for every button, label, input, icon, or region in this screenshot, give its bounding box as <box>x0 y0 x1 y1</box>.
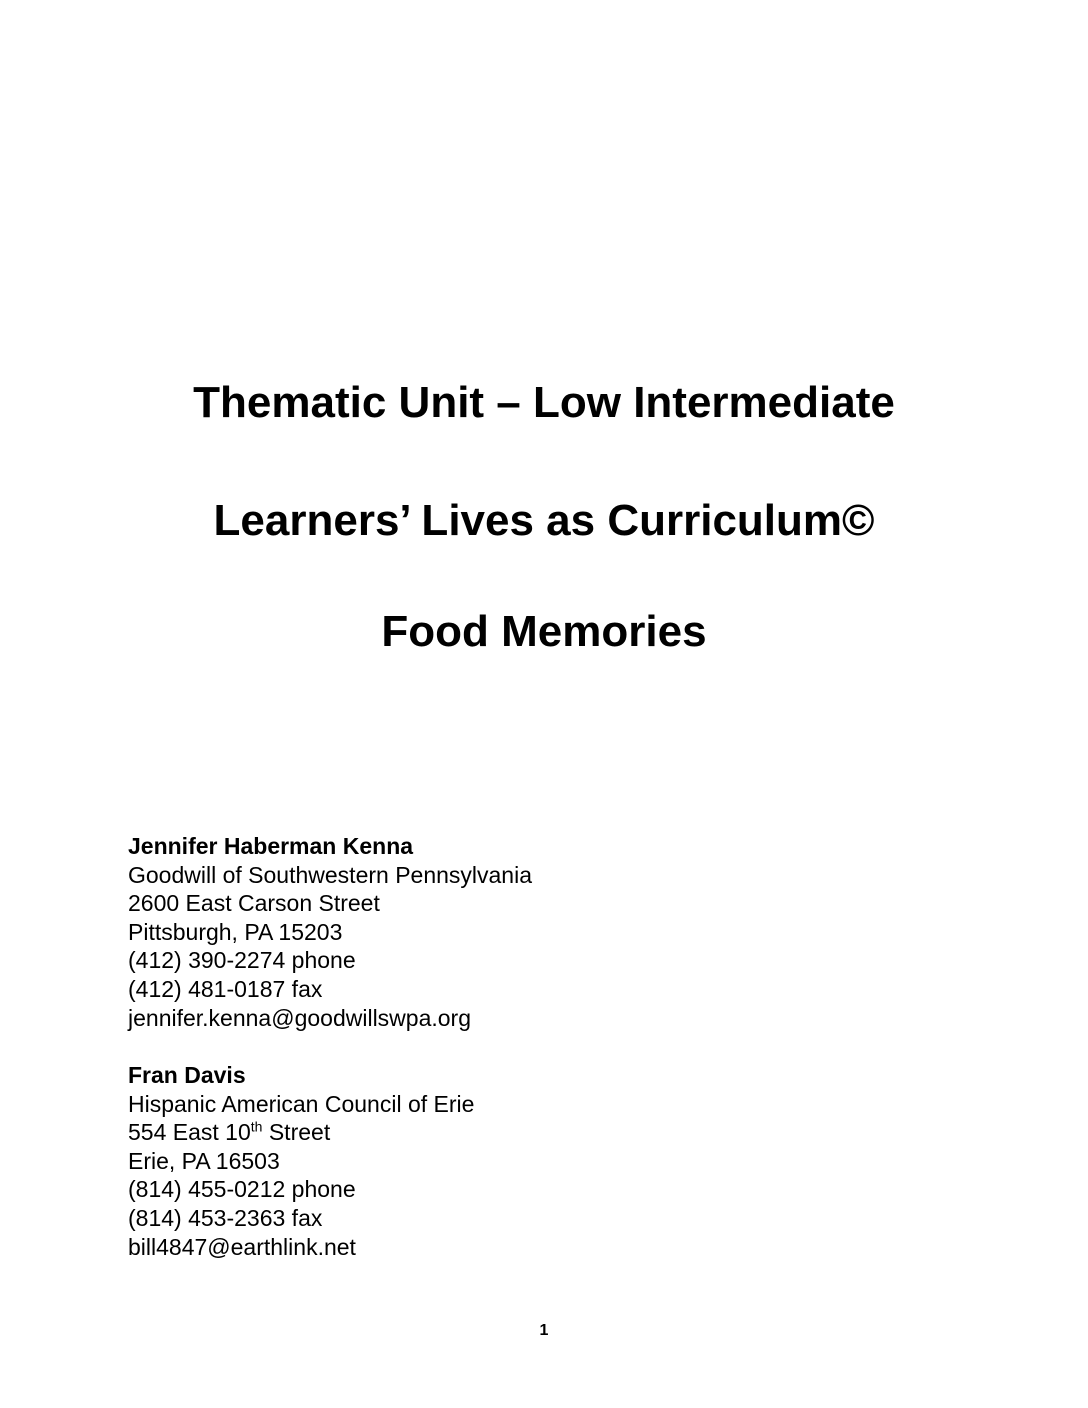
contact-name: Fran Davis <box>128 1062 246 1088</box>
contact-street-ordinal: th <box>250 1118 263 1135</box>
contact-fax: (814) 453-2363 fax <box>128 1204 323 1231</box>
page-number: 1 <box>539 1322 549 1339</box>
contact-phone: (814) 455-0212 phone <box>128 1176 356 1203</box>
contact-organization: Hispanic American Council of Erie <box>128 1090 475 1117</box>
title-line-2: Learners’ Lives as Curriculum© <box>213 496 875 545</box>
title-line-1: Thematic Unit – Low Intermediate <box>193 378 895 427</box>
contact-street <box>128 1118 474 1147</box>
contact-city: Erie, PA 16503 <box>128 1147 280 1174</box>
contact-email: jennifer.kenna@goodwillswpa.org <box>128 1004 472 1031</box>
contact-block-kenna <box>128 832 532 1032</box>
title-line-3: Food Memories <box>381 607 707 656</box>
contact-organization: Goodwill of Southwestern Pennsylvania <box>128 861 533 888</box>
contact-city: Pittsburgh, PA 15203 <box>128 918 343 945</box>
contact-street: 2600 East Carson Street <box>128 890 380 917</box>
contact-block-davis <box>128 1061 474 1261</box>
contact-name: Jennifer Haberman Kenna <box>128 833 414 859</box>
contact-street-name: Street <box>262 1119 331 1146</box>
contact-email: bill4847@earthlink.net <box>128 1233 356 1260</box>
contact-phone: (412) 390-2274 phone <box>128 947 356 974</box>
contact-street-number: 554 East 10 <box>128 1119 251 1146</box>
contact-fax: (412) 481-0187 fax <box>128 975 323 1002</box>
